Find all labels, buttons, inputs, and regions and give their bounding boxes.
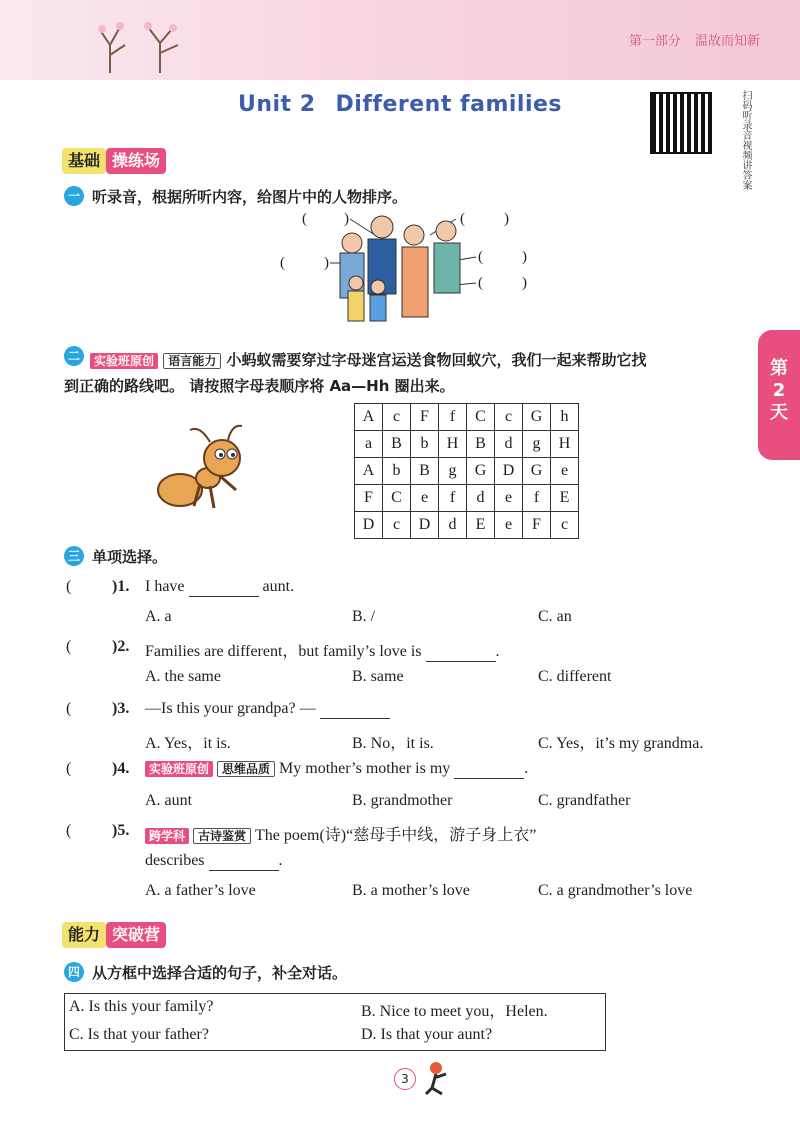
stem-text: The poem(诗)“慈母手中线，游子身上衣” [255,827,537,844]
box-option-b: B. Nice to meet you，Helen. [361,1003,548,1020]
maze-cell[interactable]: D [495,458,523,485]
svg-text:): ) [522,275,527,291]
answer-blank[interactable] [320,700,390,719]
svg-text:(: ( [478,275,483,291]
ant-illustration [150,420,250,515]
answer-blank[interactable] [426,643,496,662]
item-number: )3. [112,700,130,717]
option-a[interactable]: A. a [145,608,172,625]
box-option-c: C. Is that your father? [69,1026,209,1043]
maze-cell[interactable]: G [467,458,495,485]
maze-cell[interactable]: g [439,458,467,485]
section-basic [62,148,166,174]
section-basic-sublabel: 操练场 [106,148,166,174]
option-a[interactable]: A. Yes，it is. [145,735,231,752]
svg-text:): ) [522,249,527,265]
item-number: )4. [112,760,130,777]
family-illustration [280,205,540,335]
maze-cell[interactable]: d [467,485,495,512]
maze-row-5 [355,512,579,539]
maze-cell[interactable]: F [355,485,383,512]
maze-cell[interactable]: C [467,404,495,431]
option-b[interactable]: B. / [352,608,376,625]
maze-cell[interactable]: B [467,431,495,458]
item-stem [145,700,390,719]
stem-text: My mother’s mother is my [279,760,451,777]
maze-cell[interactable]: c [383,404,411,431]
section-ability-sublabel: 突破营 [106,922,166,948]
stem-text-2: describes [145,852,205,869]
item-stem [145,638,500,662]
header-part: 第一部分 [628,34,681,49]
maze-row-4 [355,485,579,512]
q4-instruction: 从方框中选择合适的句子，补全对话。 [92,964,348,982]
header-tag [629,30,760,49]
answer-paren[interactable]: ( [66,578,72,595]
option-c[interactable]: C. Yes，it’s my grandma. [538,735,704,752]
answer-paren[interactable]: ( [66,822,72,839]
q2-tag-original: 实验班原创 [90,353,158,369]
svg-text:): ) [504,211,509,227]
stem-text-end: aunt. [262,578,295,595]
header-subtitle: 温故而知新 [694,34,760,49]
answer-paren[interactable]: ( [66,760,72,777]
maze-cell[interactable]: a [355,431,383,458]
answer-paren[interactable]: ( [66,638,72,655]
option-c[interactable]: C. an [538,608,572,625]
option-c[interactable]: C. grandfather [538,792,631,809]
question-number-4: 四 [64,962,84,982]
maze-cell[interactable]: c [551,512,579,539]
maze-cell[interactable]: D [355,512,383,539]
answer-blank[interactable] [189,578,259,597]
stem-text: I have [145,578,185,595]
qr-caption: 扫码听录音视频讲答案 [740,90,751,190]
maze-cell[interactable]: f [523,485,551,512]
svg-text:(: ( [460,211,465,227]
stem-text-end: . [278,852,283,869]
maze-cell[interactable]: A [355,404,383,431]
stem-text: Families are different，but family’s love is [145,643,422,660]
svg-text:(: ( [302,211,307,227]
maze-cell[interactable]: d [439,512,467,539]
q3-instruction: 单项选择。 [92,548,168,566]
section-ability [62,922,166,948]
answer-paren[interactable]: ( [66,700,72,717]
box-option-d: D. Is that your aunt? [361,1026,493,1043]
answer-blank[interactable] [454,760,524,779]
maze-cell[interactable]: b [411,431,439,458]
unit-name: Different families [335,92,563,117]
option-a[interactable]: A. a father’s love [145,882,256,899]
maze-cell[interactable]: g [523,431,551,458]
svg-text:(: ( [478,249,483,265]
question-number-3: 三 [64,546,84,566]
question-number-1: 一 [64,186,84,206]
day-tab [758,330,800,460]
q2-text-2: 到正确的路线吧。 请按照字母表顺序将 Aa—Hh 圈出来。 [64,377,455,395]
svg-text:): ) [344,211,349,227]
maze-cell[interactable]: e [495,512,523,539]
item-stem [145,760,528,779]
unit-label: Unit 2 [237,92,316,117]
maze-row-1 [355,404,579,431]
item-tag-cross: 跨学科 [145,828,189,844]
option-b[interactable]: B. grandmother [352,792,453,809]
maze-cell[interactable]: A [355,458,383,485]
maze-cell[interactable]: e [495,485,523,512]
option-a[interactable]: A. the same [145,668,221,685]
maze-cell[interactable]: d [495,431,523,458]
item-tag-original: 实验班原创 [145,761,213,777]
day-tab-text: 第2天 [770,358,788,423]
maze-cell[interactable]: F [523,512,551,539]
maze-cell[interactable]: c [383,512,411,539]
maze-cell[interactable]: f [439,404,467,431]
option-c[interactable]: C. different [538,668,612,685]
section-ability-label: 能力 [62,922,106,948]
stem-text-end: . [524,760,529,777]
item-number: )5. [112,822,130,839]
box-option-a: A. Is this your family? [69,998,214,1015]
maze-cell[interactable]: C [383,485,411,512]
skater-illustration [418,1060,458,1100]
svg-text:(: ( [280,255,285,271]
option-b[interactable]: B. No，it is. [352,735,434,752]
maze-row-3 [355,458,579,485]
stem-text: —Is this your grandpa? — [145,700,316,717]
q1-instruction: 听录音，根据所听内容，给图片中的人物排序。 [92,188,408,206]
maze-cell[interactable]: b [383,458,411,485]
item-number: )2. [112,638,130,655]
svg-text:): ) [324,255,329,271]
maze-cell[interactable]: e [411,485,439,512]
item-stem [145,578,294,597]
maze-cell[interactable]: F [411,404,439,431]
option-a[interactable]: A. aunt [145,792,193,809]
section-basic-label: 基础 [62,148,106,174]
q2-text-1: 小蚂蚁需要穿过字母迷宫运送食物回蚁穴，我们一起来帮助它找 [226,351,647,369]
maze-cell[interactable]: H [439,431,467,458]
item-stem-line2 [145,852,283,871]
maze-cell[interactable]: D [411,512,439,539]
maze-cell[interactable]: f [439,485,467,512]
qr-code[interactable] [650,92,712,154]
q2-instruction [90,345,750,376]
maze-cell[interactable]: E [551,485,579,512]
item-number: )1. [112,578,130,595]
maze-cell[interactable]: B [411,458,439,485]
option-c[interactable]: C. a grandmother’s love [538,882,693,899]
maze-cell[interactable]: G [523,404,551,431]
maze-cell[interactable]: E [467,512,495,539]
option-b[interactable]: B. a mother’s love [352,882,470,899]
letter-maze [354,403,579,539]
maze-cell[interactable]: c [495,404,523,431]
tree-illustration [90,15,200,75]
item-stem [145,822,536,845]
maze-cell[interactable]: H [551,431,579,458]
q2-tag-skill: 语言能力 [163,353,221,369]
maze-row-2 [355,431,579,458]
maze-cell[interactable]: h [551,404,579,431]
answer-blank[interactable] [209,852,279,871]
item-tag-poetry: 古诗鉴赏 [193,828,251,844]
options-box [64,993,606,1051]
option-b[interactable]: B. same [352,668,404,685]
question-number-2: 二 [64,346,84,366]
page-number: 3 [394,1068,416,1090]
item-tag-skill: 思维品质 [217,761,275,777]
maze-cell[interactable]: e [551,458,579,485]
stem-text-end: . [495,643,500,660]
maze-cell[interactable]: G [523,458,551,485]
maze-cell[interactable]: B [383,431,411,458]
page-header [0,0,800,80]
